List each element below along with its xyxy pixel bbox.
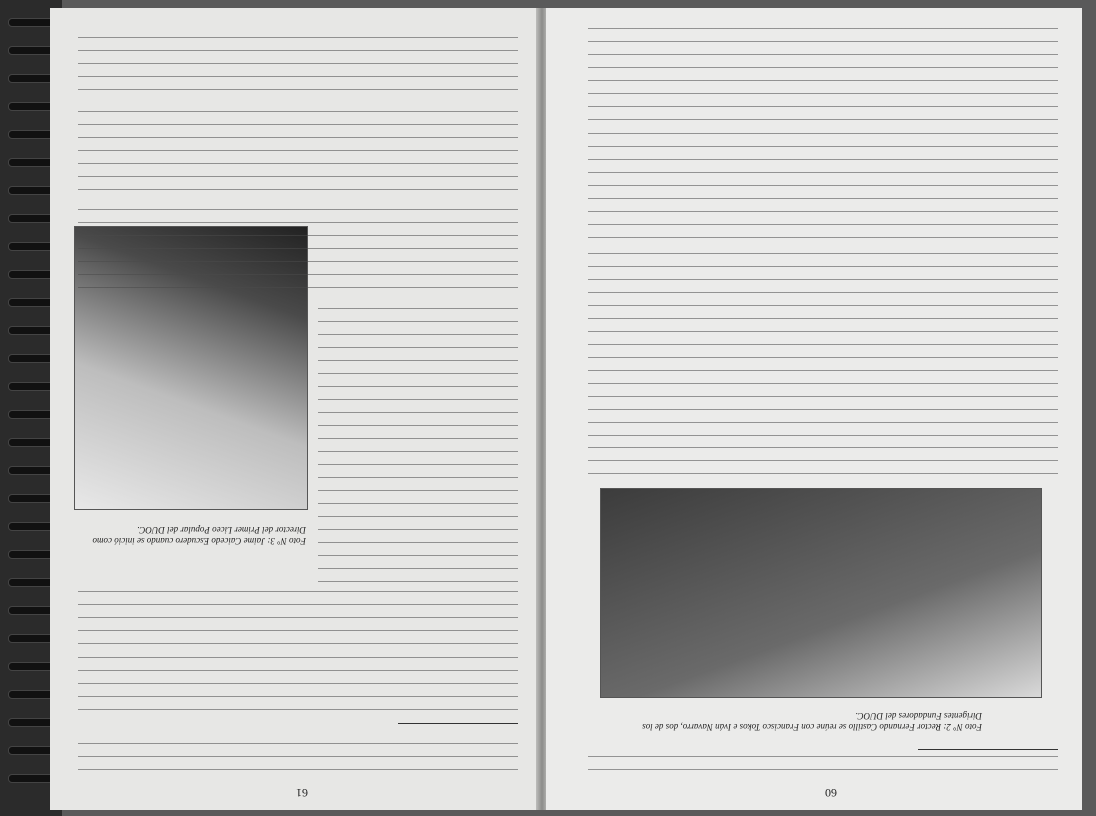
book-spread <box>50 8 1082 810</box>
footnote-rule <box>398 723 518 724</box>
paragraph <box>588 444 1058 474</box>
page-right <box>546 8 1082 810</box>
footnote-rule <box>918 749 1058 750</box>
paragraph <box>78 198 518 288</box>
photo-caption: Foto N° 2: Rector Fernando Castillo se reúne con Francisco Tokos e Iván Navarro, dos de los Dirigentes Fundadores del DUOC. <box>642 711 982 732</box>
page-number: 60 <box>825 786 837 800</box>
paragraph <box>78 588 518 644</box>
footnotes-block <box>588 756 1058 770</box>
paragraph <box>78 30 518 90</box>
paragraph <box>588 130 1058 186</box>
paragraph <box>318 300 518 582</box>
paragraph <box>588 196 1058 238</box>
page-right-content <box>546 8 1082 810</box>
paragraph <box>588 366 1058 436</box>
footnotes-block <box>78 734 518 770</box>
paragraph <box>588 28 1058 120</box>
page-left <box>50 8 538 810</box>
paragraph <box>78 654 518 710</box>
paragraph <box>78 100 518 190</box>
photo-rector-meeting <box>600 488 1042 698</box>
page-left-content <box>50 8 538 810</box>
photo-caption: Foto N° 3: Jaime Caicedo Escudero cuando se inició como Director del Primer Liceo Popular del DUOC. <box>92 525 306 546</box>
paragraph <box>588 248 1058 358</box>
page-number: 61 <box>296 786 308 800</box>
